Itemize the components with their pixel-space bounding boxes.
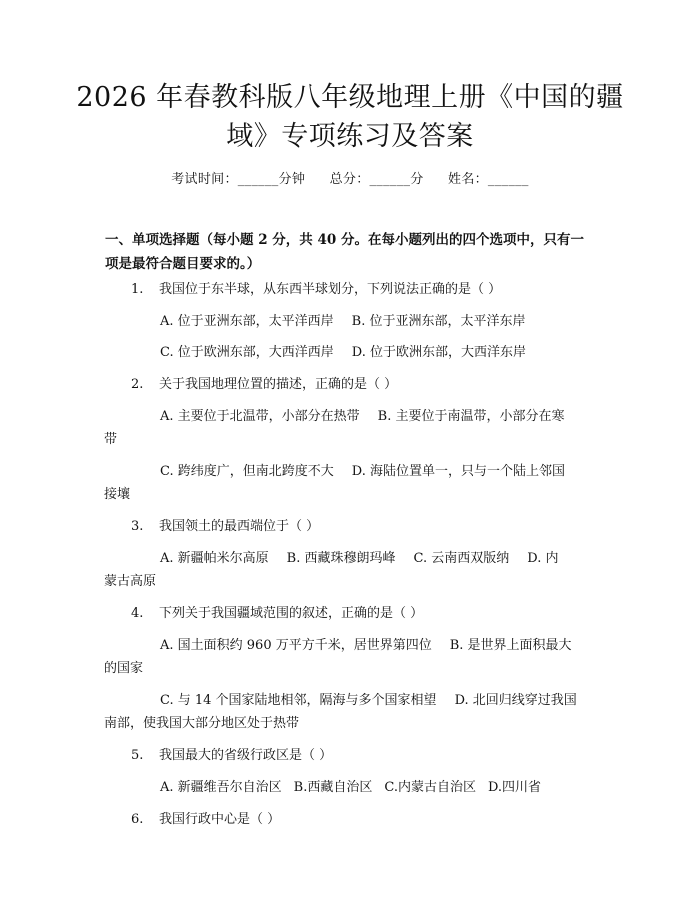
option-b: B. 是世界上面积最大 xyxy=(449,638,572,653)
q1-options-row-2 xyxy=(160,341,526,365)
question-stem: 我国行政中心是（ ） xyxy=(159,812,281,827)
option-c: C. 云南西双版纳 xyxy=(413,551,510,566)
page-title xyxy=(0,78,700,156)
q3-options-row-1 xyxy=(160,547,558,571)
option-d: D. 内 xyxy=(527,551,559,566)
question-3 xyxy=(131,515,319,539)
q1-options-row-1 xyxy=(160,310,525,334)
q4-options-row-1 xyxy=(160,634,572,658)
option-b: B. 位于亚洲东部，太平洋东岸 xyxy=(351,314,526,329)
title-line-1: 2026 年春教科版八年级地理上册《中国的疆 xyxy=(76,82,624,113)
question-number: 3. xyxy=(131,519,144,534)
option-b: B.西藏自治区 xyxy=(293,780,373,795)
option-c: C. 位于欧洲东部，大西洋西岸 xyxy=(160,345,334,360)
q5-options-row-1 xyxy=(160,776,541,800)
question-number: 2. xyxy=(131,377,144,392)
option-d: D. 位于欧洲东部，大西洋东岸 xyxy=(351,345,526,360)
q3-option-d-wrap: 蒙古高原 xyxy=(104,574,157,589)
question-number: 1. xyxy=(131,282,144,297)
option-d: D. 海陆位置单一，只与一个陆上邻国 xyxy=(351,464,565,479)
option-a: A. 主要位于北温带，小部分在热带 xyxy=(160,409,360,424)
question-stem: 下列关于我国疆域范围的叙述，正确的是（ ） xyxy=(159,606,424,621)
exam-score: 总分：______分 xyxy=(329,172,424,187)
option-a: A. 新疆维吾尔自治区 xyxy=(160,780,282,795)
q4-options-row-2 xyxy=(160,689,577,713)
exam-name: 姓名：______ xyxy=(448,172,529,187)
question-number: 6. xyxy=(131,812,144,827)
question-number: 5. xyxy=(131,748,144,763)
q2-option-b-wrap: 带 xyxy=(104,432,118,447)
question-1 xyxy=(131,278,501,302)
exam-time: 考试时间：______分钟 xyxy=(171,172,306,187)
question-stem: 我国最大的省级行政区是（ ） xyxy=(159,748,333,763)
option-c: C.内蒙古自治区 xyxy=(384,780,476,795)
option-b: B. 西藏珠穆朗玛峰 xyxy=(286,551,396,566)
option-d: D. 北回归线穿过我国 xyxy=(454,693,577,708)
title-line-2: 域》专项练习及答案 xyxy=(226,121,474,152)
q2-options-row-1 xyxy=(160,405,564,429)
q2-option-d-wrap: 接壤 xyxy=(104,487,131,502)
question-4 xyxy=(131,602,423,626)
q4-option-d-wrap: 南部，使我国大部分地区处于热带 xyxy=(104,716,300,731)
question-stem: 我国位于东半球，从东西半球划分，下列说法正确的是（ ） xyxy=(159,282,502,297)
option-c: C. 跨纬度广，但南北跨度不大 xyxy=(160,464,334,479)
question-2 xyxy=(131,373,397,397)
q4-option-b-wrap: 的国家 xyxy=(104,661,144,676)
question-6 xyxy=(131,808,280,832)
option-a: A. 位于亚洲东部，太平洋西岸 xyxy=(160,314,334,329)
option-b: B. 主要位于南温带，小部分在寒 xyxy=(377,409,565,424)
option-a: A. 国土面积约 960 万平方千米，居世界第四位 xyxy=(160,638,432,653)
question-stem: 我国领土的最西端位于（ ） xyxy=(159,519,320,534)
section-heading: 一、单项选择题（每小题 2 分，共 40 分。在每小题列出的四个选项中，只有一项是最符合题目要求的。） xyxy=(105,232,584,272)
question-number: 4. xyxy=(131,606,144,621)
option-d: D.四川省 xyxy=(487,780,542,795)
option-a: A. 新疆帕米尔高原 xyxy=(160,551,269,566)
question-5 xyxy=(131,744,332,768)
q2-options-row-2 xyxy=(160,460,565,484)
question-stem: 关于我国地理位置的描述，正确的是（ ） xyxy=(159,377,398,392)
option-c: C. 与 14 个国家陆地相邻，隔海与多个国家相望 xyxy=(160,693,437,708)
exam-meta xyxy=(0,168,700,187)
